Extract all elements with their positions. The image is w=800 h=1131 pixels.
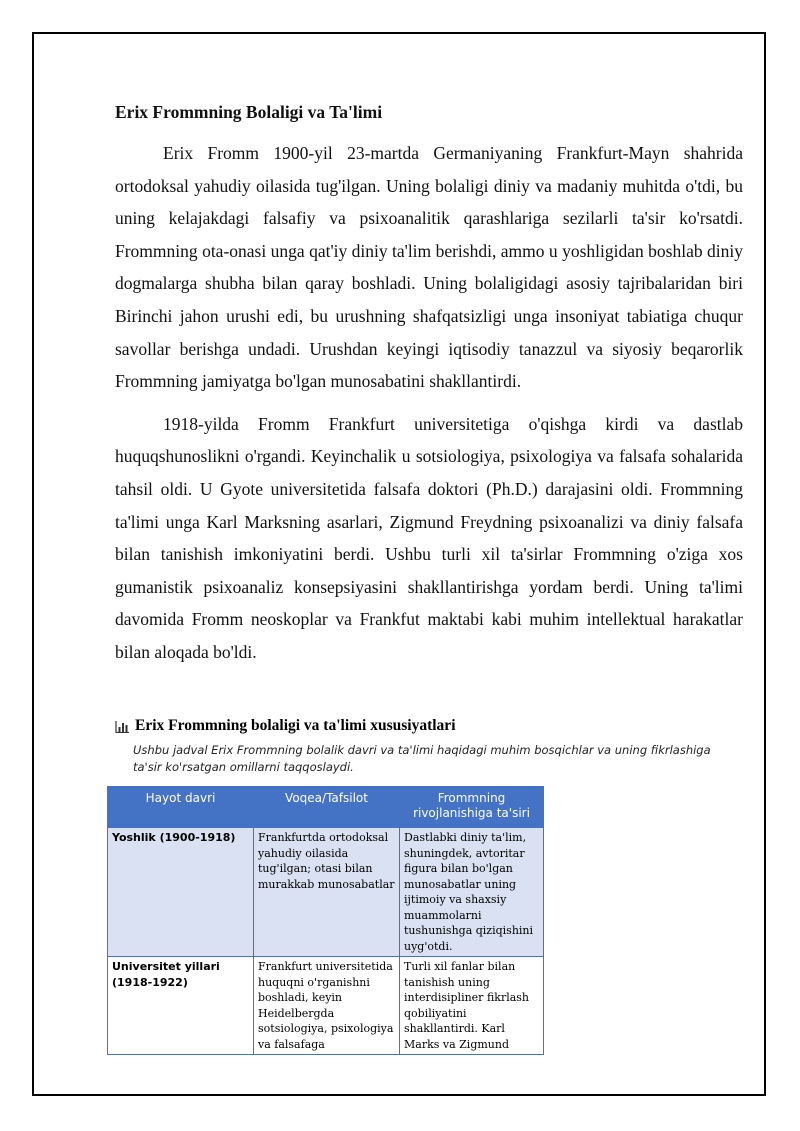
info-table <box>107 786 544 1055</box>
impact-cell: Dastlabki diniy ta'lim, shuningdek, avtoritar figura bilan bo'lgan munosabatlar uning ijtimoiy va shaxsiy muammolarni tushunishga qiziqishini uyg'otdi. <box>400 828 544 957</box>
paragraph-1: Erix Fromm 1900-yil 23-martda Germaniyaning Frankfurt-Mayn shahrida ortodoksal yahudiy oilasida tug'ilgan. Uning bolaligi diniy va madaniy muhitda o'tdi, bu uning kelajakdagi falsafiy va psixoanalitik qarashlariga sezilarli ta'sir ko'rsatdi. Frommning ota-onasi unga qat'iy diniy ta'lim berishdi, ammo u yoshligidan boshlab diniy dogmalarga shubha bilan qaray boshladi. Uning bolaligidagi asosiy tajribalaridan biri Birinchi jahon urushi edi, bu urushning shafqatsizligi unga insoniyat tabiatiga chuqur savollar berishga undadi. Urushdan keyingi iqtisodiy tanazzul va siyosiy beqarorlik Frommning jamiyatga bo'lgan munosabatini shakllantirdi. <box>115 143 743 392</box>
impact-cell: Turli xil fanlar bilan tanishish uning interdisipliner fikrlash qobiliyatini shakllantirdi. Karl Marks va Zigmund <box>400 957 544 1055</box>
event-cell: Frankfurt universitetida huquqni o'rganishni boshladi, keyin Heidelbergda sotsiologiya, psixologiya va falsafaga <box>254 957 400 1055</box>
table-row <box>108 957 544 1055</box>
header-cell: Voqea/Tafsilot <box>254 787 400 828</box>
table-header-row <box>108 787 544 828</box>
period-cell: Yoshlik (1900-1918) <box>108 828 254 957</box>
section-heading: Erix Frommning Bolaligi va Ta'limi <box>115 102 383 122</box>
table-title: Erix Frommning bolaligi va ta'limi xususiyatlari <box>135 717 456 734</box>
document-body <box>115 97 743 679</box>
period-cell: Universitet yillari (1918-1922) <box>108 957 254 1055</box>
table-row <box>108 828 544 957</box>
event-cell: Frankfurtda ortodoksal yahudiy oilasida tug'ilgan; otasi bilan murakkab munosabatlar <box>254 828 400 957</box>
table-title-row <box>115 716 743 736</box>
header-cell: Hayot davri <box>108 787 254 828</box>
table-section <box>112 716 743 1055</box>
bar-chart-icon <box>115 720 129 732</box>
header-cell: Frommning rivojlanishiga ta'siri <box>400 787 544 828</box>
paragraph-2: 1918-yilda Fromm Frankfurt universitetiga o'qishga kirdi va dastlab huquqshunoslikni o'rgandi. Keyinchalik u sotsiologiya, psixologiya va falsafa sohalarida tahsil oldi. U Gyote universitetida falsafa doktori (Ph.D.) darajasini oldi. Frommning ta'limi unga Karl Marksning asarlari, Zigmund Freydning psixoanalizi va diniy falsafa bilan tanishish imkoniyatini berdi. Ushbu turli xil ta'sirlar Frommning o'ziga xos gumanistik psixoanaliz konsepsiyasini shakllantirishga yordam berdi. Uning ta'limi davomida Fromm neoskoplar va Frankfut maktabi kabi muhim intellektual harakatlar bilan aloqada bo'ldi. <box>115 413 743 662</box>
table-caption: Ushbu jadval Erix Frommning bolalik davri va ta'limi haqidagi muhim bosqichlar va uning fikrlashiga ta'sir ko'rsatgan omillarni taqqoslaydi. <box>133 743 711 774</box>
